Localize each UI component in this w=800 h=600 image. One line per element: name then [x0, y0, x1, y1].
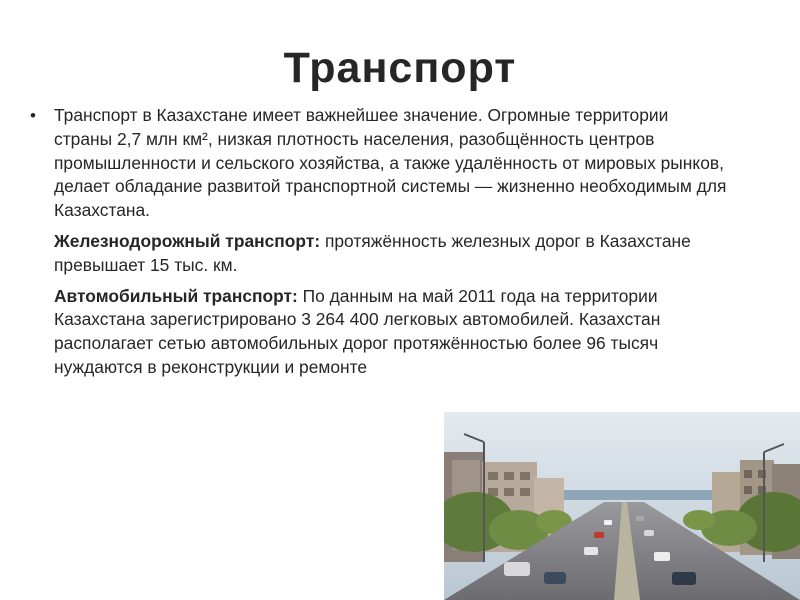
intro-paragraph: Транспорт в Казахстане имеет важнейшее значение. Огромные территории страны 2,7 млн км², низкая плотность населения, разобщённость центров промышленности и сельского хозяйства, а также удалённость от мировых рынков, делает обладание развитой транспортной системы — жизненно необходимым для Казахстана.: [54, 105, 727, 221]
auto-text: По данным на май 2011 года на территории Казахстана зарегистрировано 3 264 400 легковых автомобилей. Казахстан располагает сетью автомобильных дорог протяжённостью более 96 тысяч: [54, 285, 661, 354]
street-photo-image: [444, 412, 800, 600]
street-photo: [444, 412, 800, 600]
slide-body: [28, 104, 728, 380]
auto-paragraph: [28, 285, 728, 380]
bullet-item: [28, 104, 728, 223]
rail-heading: Железнодорожный транспорт:: [54, 230, 321, 251]
rail-paragraph: [28, 230, 728, 278]
rail-text: протяжённость железных дорог в Казахстане превышает 15 тыс. км.: [54, 230, 691, 275]
auto-text-end: нуждаются в реконструкции и ремонте: [54, 356, 368, 377]
bullet-icon: •: [30, 106, 36, 125]
auto-heading: Автомобильный транспорт:: [54, 285, 298, 306]
slide-title: Транспорт: [283, 44, 517, 92]
